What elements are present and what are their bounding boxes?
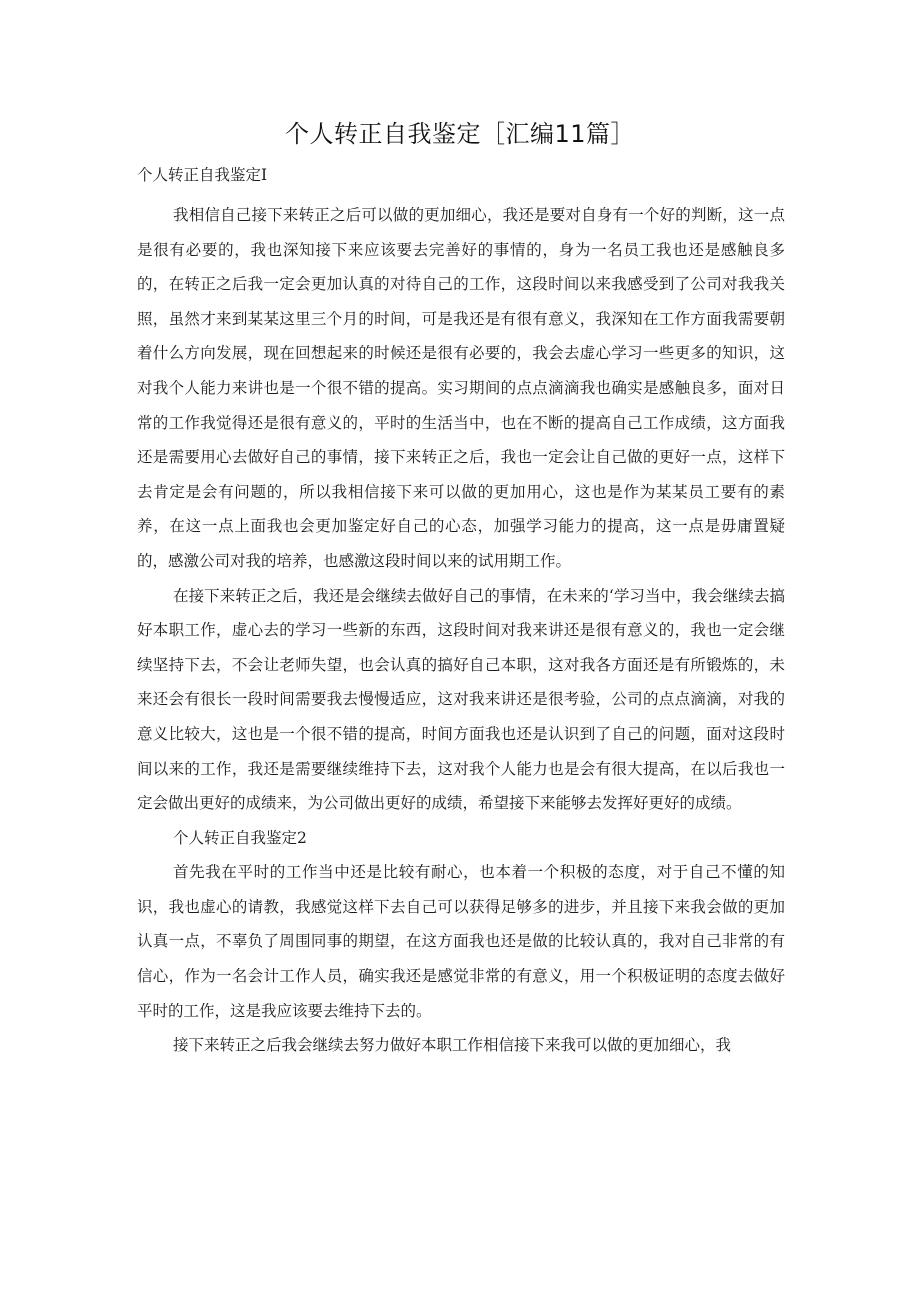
document-title: 个人转正自我鉴定［汇编11篇］ bbox=[284, 120, 636, 148]
paragraph: 我相信自己接下来转正之后可以做的更加细心，我还是要对自身有一个好的判断，这一点是很有必要的，我也深知接下来应该要去完善好的事情的，身为一名员工我也还是感触良多的，在转正之后我一定会更加认真的对待自己的工作，这段时间以来我感受到了公司对我我关照，虽然才来到某某这里三个月的时间，可是我还是有很有意义，我深知在工作方面我需要朝着什么方向发展，现在回想起来的时候还是很有必要的，我会去虚心学习一些更多的知识，这对我个人能力来讲也是一个很不错的提高。实习期间的点点滴滴我也确实是感触良多，面对日常的工作我觉得还是很有意义的，平时的生活当中，也在不断的提高自己工作成绩，这方面我还是需要用心去做好自己的事情，接下来转正之后，我也一定会让自己做的更好一点，这样下去肯定是会有问题的，所以我相信接下来可以做的更加用心，这也是作为某某员工要有的素养，在这一点上面我也会更加鉴定好自己的心态，加强学习能力的提高，这一点是毋庸置疑的，感激公司对我的培养，也感激这段时间以来的试用期工作。 bbox=[137, 206, 785, 570]
paragraph: 接下来转正之后我会继续去努力做好本职工作相信接下来我可以做的更加细心，我 bbox=[173, 1036, 732, 1055]
paragraph: 在接下来转正之后，我还是会继续去做好自己的事情，在未来的‘学习当中，我会继续去搞好本职工作，虚心去的学习一些新的东西，这段时间对我来讲还是很有意义的，我也一定会继续坚持下去，不会让老师失望，也会认真的搞好自己本职，这对我各方面还是有所锻炼的，未来还会有很长一段时间需要我去慢慢适应，这对我来讲还是很考验，公司的点点滴滴，对我的意义比较大，这也是一个很不错的提高，时间方面我也还是认识到了自己的问题，面对这段时间以来的工作，我还是需要继续维持下去，这对我个人能力也是会有很大提高，在以后我也一定会做出更好的成绩来，为公司做出更好的成绩，希望接下来能够去发挥好更好的成绩。 bbox=[137, 586, 785, 813]
section-heading: 个人转正自我鉴定I bbox=[137, 166, 268, 184]
document-body bbox=[137, 160, 785, 1063]
paragraph: 首先我在平时的工作当中还是比较有耐心，也本着一个积极的态度，对于自己不懂的知识，我也虚心的请教，我感觉这样下去自己可以获得足够多的进步，并且接下来我会做的更加认真一点，不辜负了周围同事的期望，在这方面我也还是做的比较认真的，我对自己非常的有信心，作为一名会计工作人员，确实我还是感觉非常的有意义，用一个积极证明的态度去做好平时的工作，这是我应该要去维持下去的。 bbox=[137, 863, 785, 1020]
section-heading: 个人转正自我鉴定2 bbox=[173, 828, 307, 847]
